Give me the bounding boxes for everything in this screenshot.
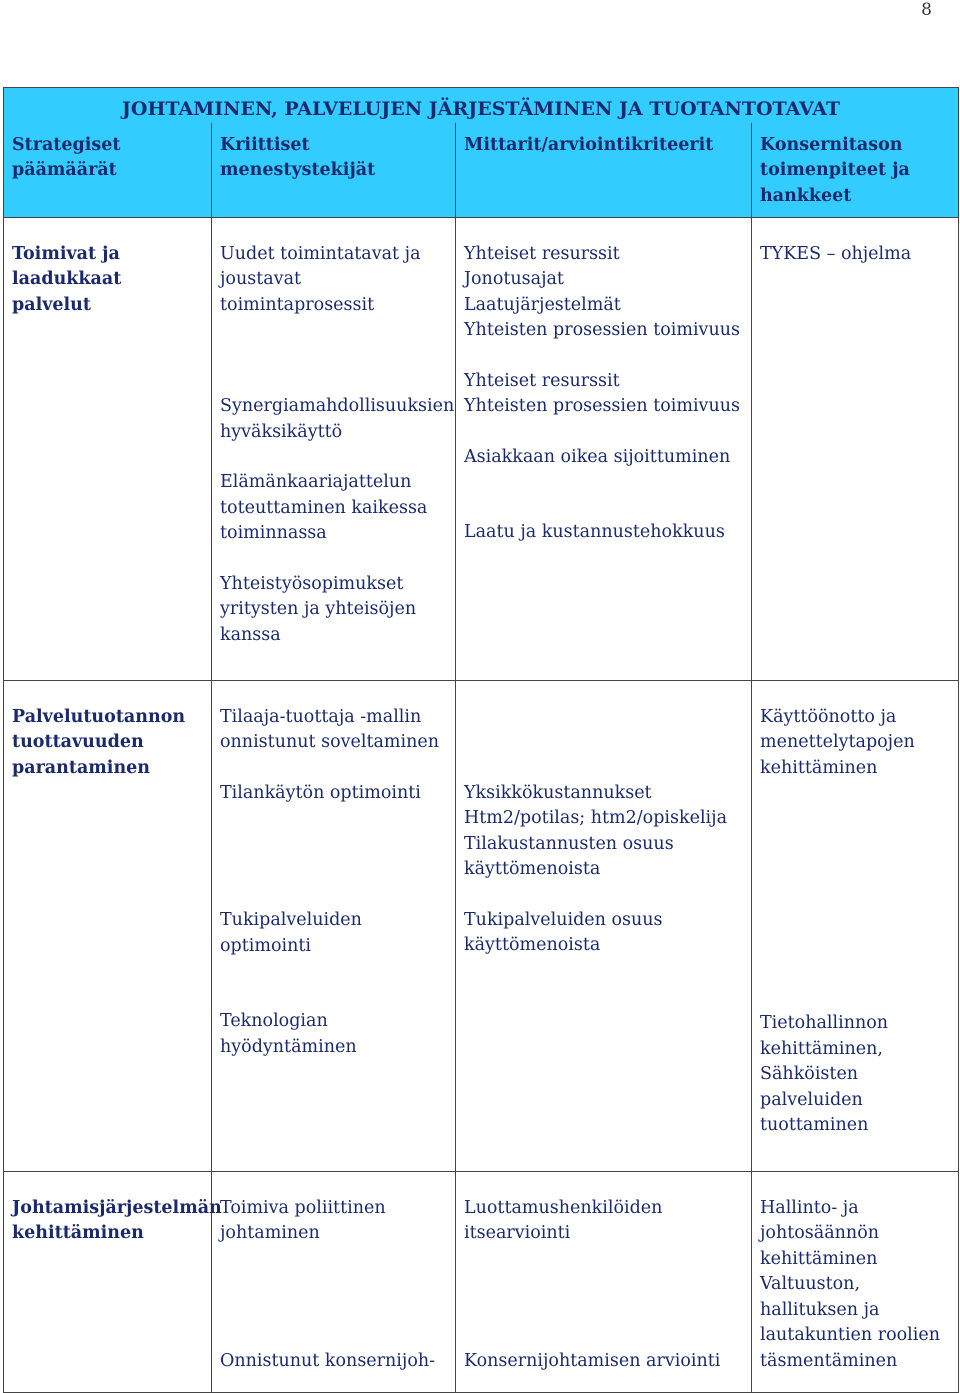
action-text: Hallinto- ja johtosäännön kehittäminen (760, 1197, 879, 1269)
metric-text: Tilakustannusten osuus käyttömenoista (464, 833, 674, 879)
factors-cell (212, 680, 456, 1171)
metric-text: Jonotusajat (464, 269, 564, 289)
metric-text: Laatu ja kustannustehokkuus (464, 522, 725, 542)
page-number: 8 (921, 0, 932, 20)
action-text: TYKES – ohjelma (760, 243, 912, 264)
factors-cell (212, 1171, 456, 1392)
column-header-factors: Kriittiset menestystekijät (212, 123, 456, 218)
metrics-cell (456, 217, 752, 680)
table-row (4, 217, 959, 680)
action-text: Sähköisten palveluiden tuottaminen (760, 1064, 869, 1135)
column-header-actions: Konsernitason toimenpiteet ja hankkeet (752, 123, 959, 218)
metric-text: Yhteiset resurssit (464, 370, 620, 391)
table-title-row (4, 88, 959, 123)
column-header-goals: Strategiset päämäärät (4, 123, 212, 218)
metric-text: Yksikkökustannukset (464, 782, 652, 803)
metric-text: Yhteiset resurssit (464, 243, 620, 264)
metric-text: Asiakkaan oikea sijoittuminen (464, 446, 731, 467)
action-text: Käyttöönotto ja menettelytapojen kehittäminen (760, 706, 915, 778)
factors-cell (212, 217, 456, 680)
factor-text: Tilaaja-tuottaja -mallin onnistunut soveltaminen (220, 706, 440, 752)
metrics-cell (456, 680, 752, 1171)
factor-text: Tilankäytön optimointi (220, 782, 421, 803)
column-header-row (4, 123, 959, 218)
metrics-cell (456, 1171, 752, 1392)
metric-text: Tukipalveluiden osuus käyttömenoista (464, 909, 663, 955)
factor-text: Elämänkaariajattelun toteuttaminen kaikessa toiminnassa (220, 472, 428, 543)
metric-text: Luottamushenkilöiden itsearviointi (464, 1197, 663, 1243)
actions-cell (752, 217, 959, 680)
goal-cell (4, 1171, 222, 1392)
factor-text: Toimiva poliittinen johtaminen (220, 1197, 386, 1243)
goal-text: Johtamisjärjestelmän kehittäminen (12, 1197, 222, 1243)
table-row (4, 680, 959, 1171)
factor-text: Tukipalveluiden optimointi (220, 910, 362, 956)
goal-cell (4, 680, 212, 1171)
goal-cell (4, 217, 212, 680)
actions-cell (752, 1171, 959, 1392)
goal-text: Palvelutuotannon tuottavuuden parantaminen (12, 706, 186, 778)
factor-text: Uudet toimintatavat ja joustavat toimintaprosessit (220, 243, 421, 315)
factor-text: Yhteistyösopimukset yritysten ja yhteisöjen kanssa (220, 573, 417, 645)
table-title: JOHTAMINEN, PALVELUJEN JÄRJESTÄMINEN JA TUOTANTOTAVAT (4, 88, 959, 123)
metric-text: Yhteisten prosessien toimivuus (464, 396, 740, 416)
metric-text: Yhteisten prosessien toimivuus (464, 320, 740, 340)
factor-text: Onnistunut konsernijoh- (220, 1350, 436, 1371)
action-text: Valtuuston, hallituksen ja lautakuntien roolien täsmentäminen (760, 1274, 940, 1371)
goal-text: Toimivat ja laadukkaat palvelut (12, 243, 122, 315)
table-row (4, 1171, 959, 1392)
metric-text: Konsernijohtamisen arviointi (464, 1350, 721, 1371)
action-text: Tietohallinnon kehittäminen, (760, 1013, 889, 1059)
metric-text: Htm2/potilas; htm2/opiskelija (464, 808, 728, 828)
column-header-metrics: Mittarit/arviointikriteerit (456, 123, 752, 218)
strategy-table (3, 87, 959, 1393)
factor-text: Teknologian hyödyntäminen (220, 1011, 357, 1057)
metric-text: Laatujärjestelmät (464, 294, 621, 315)
actions-cell (752, 680, 959, 1171)
factor-text: Synergiamahdollisuuksien hyväksikäyttö (220, 396, 455, 442)
